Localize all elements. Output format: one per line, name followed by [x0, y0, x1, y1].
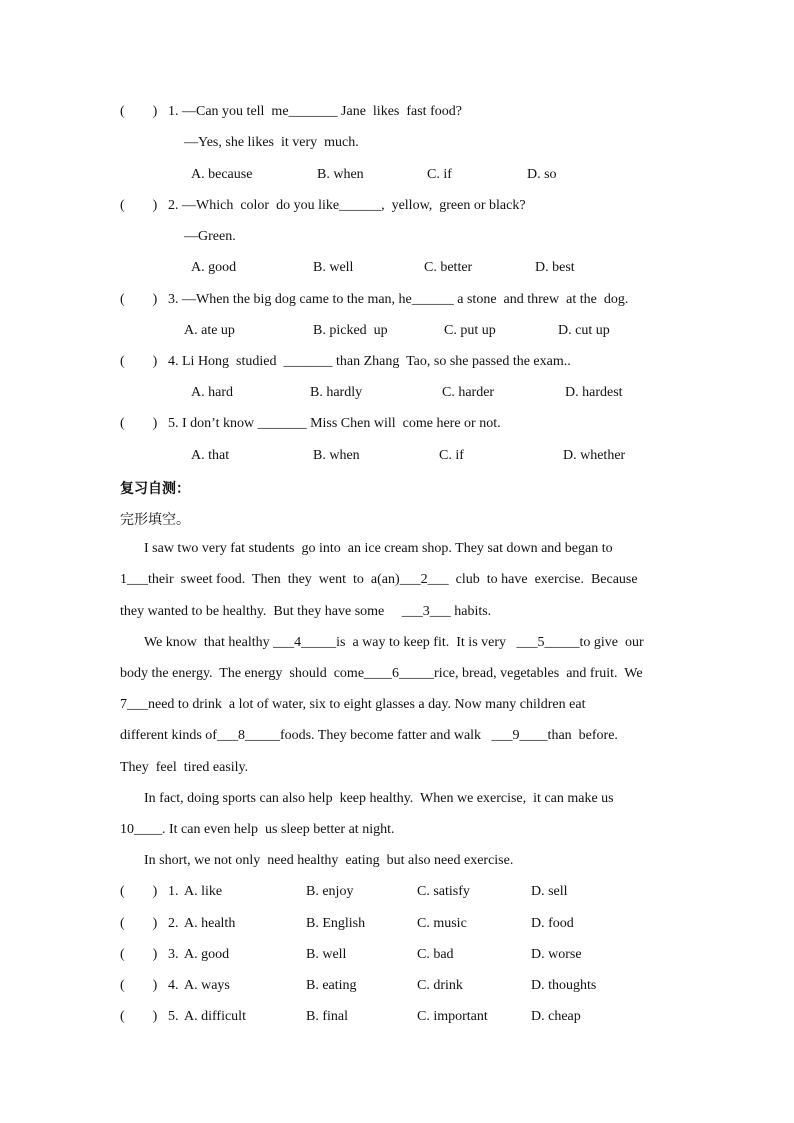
cloze-1-option-a: A. like — [184, 884, 223, 899]
cloze-3-option-d: D. worse — [531, 947, 582, 962]
cloze-4-option-b: B. eating — [306, 978, 357, 993]
answer-blank-q3[interactable]: ( ) — [120, 292, 158, 307]
passage-line: I saw two very fat students go into an ice cream shop. They sat down and began to — [144, 541, 613, 556]
answer-blank-q1[interactable]: ( ) — [120, 104, 158, 119]
q5-option-d: D. whether — [563, 448, 626, 463]
passage-line: 10____. It can even help us sleep better at night. — [120, 822, 395, 837]
q5-option-b: B. when — [313, 448, 360, 463]
answer-blank-cloze-5[interactable]: ( ) — [120, 1009, 158, 1024]
cloze-4-number: 4. — [168, 978, 179, 993]
passage-line: In fact, doing sports can also help keep healthy. When we exercise, it can make us — [144, 791, 614, 806]
answer-blank-q5[interactable]: ( ) — [120, 416, 158, 431]
cloze-2-option-b: B. English — [306, 916, 366, 931]
answer-blank-cloze-4[interactable]: ( ) — [120, 978, 158, 993]
question-2-reply: —Green. — [184, 229, 236, 244]
q3-option-c: C. put up — [444, 323, 496, 338]
answer-blank-q4[interactable]: ( ) — [120, 354, 158, 369]
q3-option-b: B. picked up — [313, 323, 388, 338]
cloze-2-option-a: A. health — [184, 916, 236, 931]
cloze-2-number: 2. — [168, 916, 179, 931]
cloze-5-option-a: A. difficult — [184, 1009, 246, 1024]
question-1-reply: —Yes, she likes it very much. — [184, 135, 359, 150]
passage-line: 7___need to drink a lot of water, six to eight glasses a day. Now many children eat — [120, 697, 586, 712]
q2-option-c: C. better — [424, 260, 473, 275]
passage-line: different kinds of___8_____foods. They become fatter and walk ___9____than before. — [120, 728, 618, 743]
question-5-stem: 5. I don’t know _______ Miss Chen will come here or not. — [168, 416, 501, 431]
cloze-3-number: 3. — [168, 947, 179, 962]
question-2-stem: 2. —Which color do you like______, yellow, green or black? — [168, 198, 526, 213]
cloze-4-option-d: D. thoughts — [531, 978, 597, 993]
cloze-1-option-d: D. sell — [531, 884, 568, 899]
answer-blank-cloze-2[interactable]: ( ) — [120, 916, 158, 931]
cloze-5-option-d: D. cheap — [531, 1009, 581, 1024]
q1-option-b: B. when — [317, 167, 364, 182]
q4-option-b: B. hardly — [310, 385, 363, 400]
q4-option-c: C. harder — [442, 385, 495, 400]
q1-option-c: C. if — [427, 167, 452, 182]
cloze-3-option-b: B. well — [306, 947, 347, 962]
passage-line: They feel tired easily. — [120, 760, 249, 775]
cloze-4-option-a: A. ways — [184, 978, 230, 993]
q1-option-a: A. because — [191, 167, 253, 182]
passage-line: they wanted to be healthy. But they have some ___3___ habits. — [120, 604, 492, 619]
q1-option-d: D. so — [527, 167, 557, 182]
cloze-5-number: 5. — [168, 1009, 179, 1024]
cloze-5-option-b: B. final — [306, 1009, 348, 1024]
q2-option-d: D. best — [535, 260, 575, 275]
q5-option-c: C. if — [439, 448, 464, 463]
q4-option-a: A. hard — [191, 385, 233, 400]
cloze-5-option-c: C. important — [417, 1009, 488, 1024]
answer-blank-cloze-1[interactable]: ( ) — [120, 884, 158, 899]
q3-option-d: D. cut up — [558, 323, 610, 338]
question-1-stem: 1. —Can you tell me_______ Jane likes fast food? — [168, 104, 462, 119]
passage-line: 1___their sweet food. Then they went to a(an)___2___ club to have exercise. Because — [120, 572, 638, 587]
passage-line: In short, we not only need healthy eating but also need exercise. — [144, 853, 514, 868]
question-4-stem: 4. Li Hong studied _______ than Zhang Tao, so she passed the exam.. — [168, 354, 571, 369]
q5-option-a: A. that — [191, 448, 230, 463]
cloze-1-number: 1. — [168, 884, 179, 899]
q3-option-a: A. ate up — [184, 323, 235, 338]
answer-blank-cloze-3[interactable]: ( ) — [120, 947, 158, 962]
passage-line: We know that healthy ___4_____is a way to keep fit. It is very ___5_____to give our — [144, 635, 644, 650]
cloze-1-option-c: C. satisfy — [417, 884, 470, 899]
cloze-4-option-c: C. drink — [417, 978, 463, 993]
cloze-2-option-c: C. music — [417, 916, 467, 931]
cloze-3-option-a: A. good — [184, 947, 230, 962]
section-subtitle: 完形填空。 — [120, 512, 190, 528]
section-title: 复习自测： — [120, 481, 190, 497]
q2-option-b: B. well — [313, 260, 354, 275]
cloze-2-option-d: D. food — [531, 916, 574, 931]
cloze-1-option-b: B. enjoy — [306, 884, 354, 899]
question-3-stem: 3. —When the big dog came to the man, he______ a stone and threw at the dog. — [168, 292, 629, 307]
passage-line: body the energy. The energy should come____6_____rice, bread, vegetables and fruit. We — [120, 666, 643, 681]
answer-blank-q2[interactable]: ( ) — [120, 198, 158, 213]
q4-option-d: D. hardest — [565, 385, 623, 400]
cloze-3-option-c: C. bad — [417, 947, 454, 962]
q2-option-a: A. good — [191, 260, 237, 275]
